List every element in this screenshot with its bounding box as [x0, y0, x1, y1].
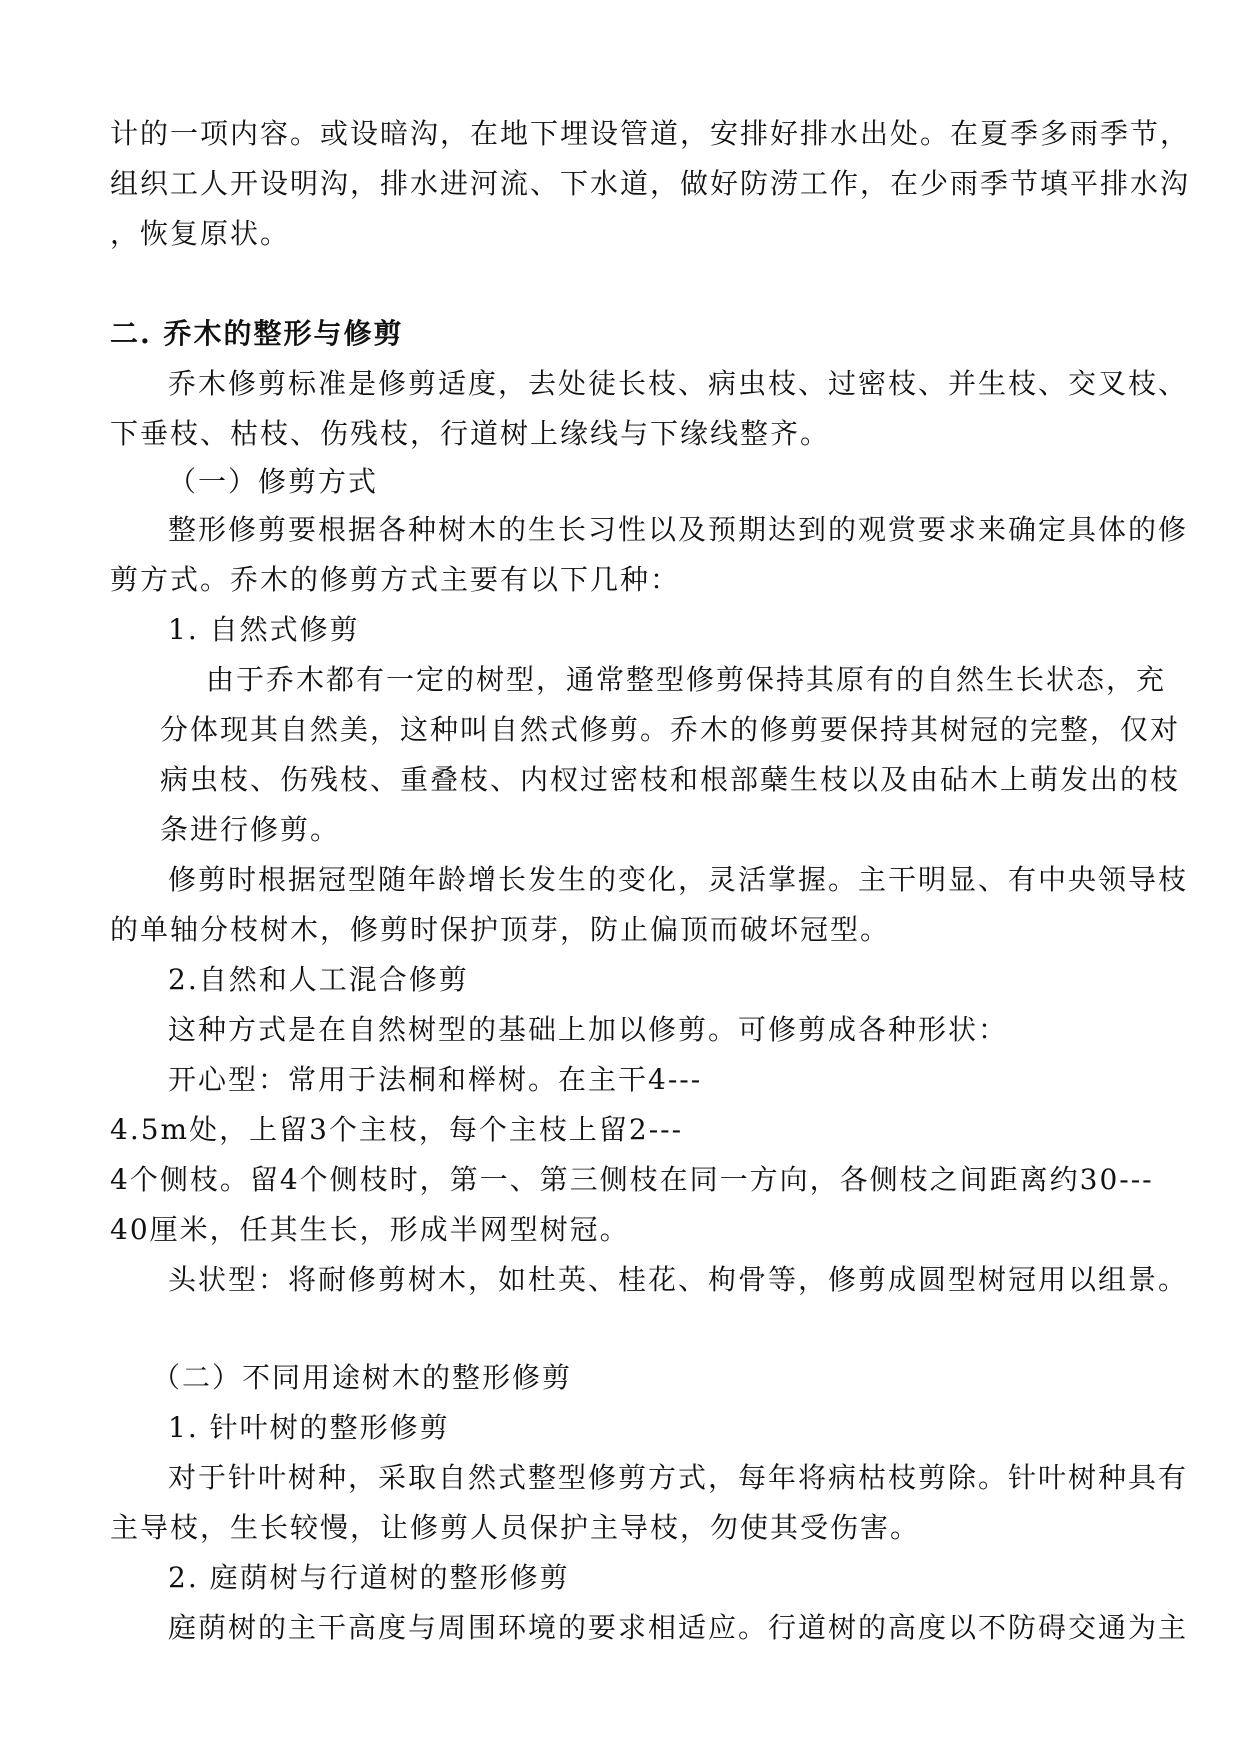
intro-line-1: 计的一项内容。或设暗沟，在地下埋设管道，安排好排水出处。在夏季多雨季节， [110, 117, 1191, 150]
item-2-open-line-4: 40厘米，任其生长，形成半网型树冠。 [110, 1213, 630, 1246]
item-2-heading: 2.自然和人工混合修剪 [168, 963, 469, 996]
section-intro-line-1: 乔木修剪标准是修剪适度，去处徒长枝、病虫枝、过密枝、并生枝、交叉枝、 [168, 367, 1189, 400]
intro-line-3: ，恢复原状。 [110, 217, 291, 250]
subsection-1-intro-line-1: 整形修剪要根据各种树木的生长习性以及预期达到的观赏要求来确定具体的修 [168, 513, 1189, 546]
subsection-2-item-2-line: 庭荫树的主干高度与周围环境的要求相适应。行道树的高度以不防碍交通为主 [168, 1611, 1189, 1644]
section-heading: 二. 乔木的整形与修剪 [110, 317, 404, 350]
subsection-2-item-1-line-2: 主导枝，生长较慢，让修剪人员保护主导枝，勿使其受伤害。 [110, 1511, 921, 1544]
section-intro-line-2: 下垂枝、枯枝、伤残枝，行道树上缘线与下缘线整齐。 [110, 417, 831, 450]
subsection-2-item-1-line-1: 对于针叶树种，采取自然式整型修剪方式，每年将病枯枝剪除。针叶树种具有 [168, 1461, 1189, 1494]
item-1-body-line-3: 病虫枝、伤残枝、重叠枝、内杈过密枝和根部蘖生枝以及由砧木上萌发出的枝 [160, 763, 1181, 796]
subsection-1-intro-line-2: 剪方式。乔木的修剪方式主要有以下几种： [110, 563, 681, 596]
item-1-body-line-2: 分体现其自然美，这种叫自然式修剪。乔木的修剪要保持其树冠的完整，仅对 [160, 713, 1181, 746]
subsection-1-heading: （一）修剪方式 [168, 465, 379, 498]
subsection-2-item-1-heading: 1. 针叶树的整形修剪 [168, 1411, 450, 1444]
item-1-extra-line-2: 的单轴分枝树木，修剪时保护顶芽，防止偏顶而破坏冠型。 [110, 913, 891, 946]
subsection-2-item-2-heading: 2. 庭荫树与行道树的整形修剪 [168, 1561, 570, 1594]
item-2-open-line-2: 4.5m处，上留3个主枝，每个主枝上留2--- [110, 1113, 684, 1146]
item-1-heading: 1. 自然式修剪 [168, 613, 360, 646]
item-2-head-line: 头状型：将耐修剪树木，如杜英、桂花、枸骨等，修剪成圆型树冠用以组景。 [168, 1263, 1189, 1296]
item-1-body-line-4: 条进行修剪。 [160, 813, 341, 846]
intro-line-2: 组织工人开设明沟，排水进河流、下水道，做好防涝工作，在少雨季节填平排水沟 [110, 167, 1191, 200]
item-2-open-line-3: 4个侧枝。留4个侧枝时，第一、第三侧枝在同一方向，各侧枝之间距离约30--- [110, 1163, 1154, 1196]
item-2-open-line-1: 开心型：常用于法桐和榉树。在主干4--- [168, 1063, 703, 1096]
item-1-body-line-1: 由于乔木都有一定的树型，通常整型修剪保持其原有的自然生长状态，充 [206, 663, 1167, 696]
item-1-extra-line-1: 修剪时根据冠型随年龄增长发生的变化，灵活掌握。主干明显、有中央领导枝 [168, 863, 1189, 896]
subsection-2-heading: （二）不同用途树木的整形修剪 [152, 1361, 573, 1394]
item-2-intro: 这种方式是在自然树型的基础上加以修剪。可修剪成各种形状： [168, 1013, 1009, 1046]
